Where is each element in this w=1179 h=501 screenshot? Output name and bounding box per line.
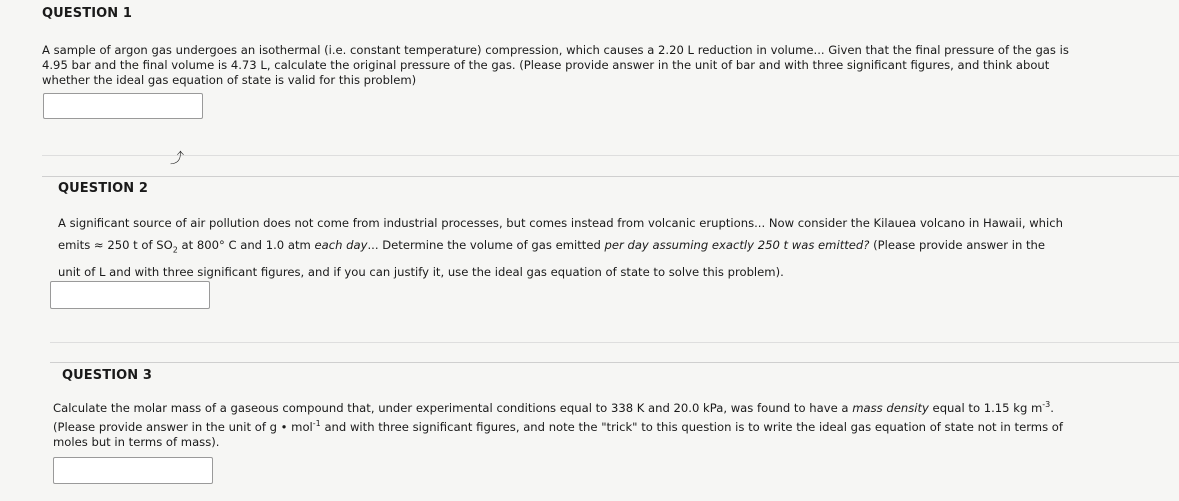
question-2-text-b: at 800° C and 1.0 atm [177, 238, 315, 252]
divider [50, 342, 1179, 343]
question-1-answer-input[interactable] [43, 93, 203, 119]
cursor-mark: ⤴ [170, 151, 184, 167]
question-2 [58, 181, 1068, 283]
question-3-text-b: equal to 1.15 kg m [928, 400, 1043, 415]
question-2-text-c: ... Determine the volume of gas emitted [367, 238, 605, 252]
divider [42, 176, 1179, 177]
divider [50, 362, 1179, 363]
question-2-emphasis-2: per day assuming exactly 250 t was emitted? [604, 238, 870, 252]
question-2-text [58, 212, 1068, 283]
question-3-superscript-2: -1 [312, 418, 321, 428]
question-3-text-a: Calculate the molar mass of a gaseous compound that, under experimental conditions equal to 338 K and 20.0 kPa, was found to have a [53, 400, 853, 415]
question-1 [42, 6, 1072, 88]
question-2-text-a: A significant source of air pollution does not come from industrial processes, but comes instead from volcanic eruptions... Now consider the Kilauea volcano in Hawaii, which emits ≈ 250 t of SO [58, 216, 1063, 252]
question-3-text-d: and with three significant figures, and note the "trick" to this question is to write the ideal gas equation of state not in terms of moles but in terms of mass). [53, 419, 1063, 449]
question-3-text-c: . (Please provide answer in the unit of g • mol [53, 400, 1054, 434]
question-3-answer-input[interactable] [53, 457, 213, 484]
question-2-text-d: (Please provide answer in the unit of L and with three significant figures, and if you can justify it, use the ideal gas equation of state to solve this problem). [58, 238, 1046, 280]
question-2-answer-input[interactable] [50, 281, 210, 309]
question-1-text: A sample of argon gas undergoes an isothermal (i.e. constant temperature) compression, which causes a 2.20 L reduction in volume... Given that the final pressure of the gas is 4.95 bar and the final volume is 4.73 L, calculate the original pressure of the gas. (Please provide answer in the unit of bar and with three significant figures, and think about whether the ideal gas equation of state is valid for this problem) [42, 43, 1069, 87]
question-1-title: QUESTION 1 [42, 6, 133, 21]
question-2-emphasis-1: each day [314, 238, 368, 252]
divider [42, 155, 1179, 156]
question-2-title: QUESTION 2 [58, 181, 149, 196]
question-3-superscript-1: -3 [1042, 400, 1051, 409]
question-3-text [53, 397, 1063, 450]
question-3-emphasis: mass density [852, 400, 929, 415]
question-3 [53, 368, 1072, 450]
question-3-title: QUESTION 3 [62, 368, 153, 383]
question-2-subscript: 2 [172, 245, 178, 255]
